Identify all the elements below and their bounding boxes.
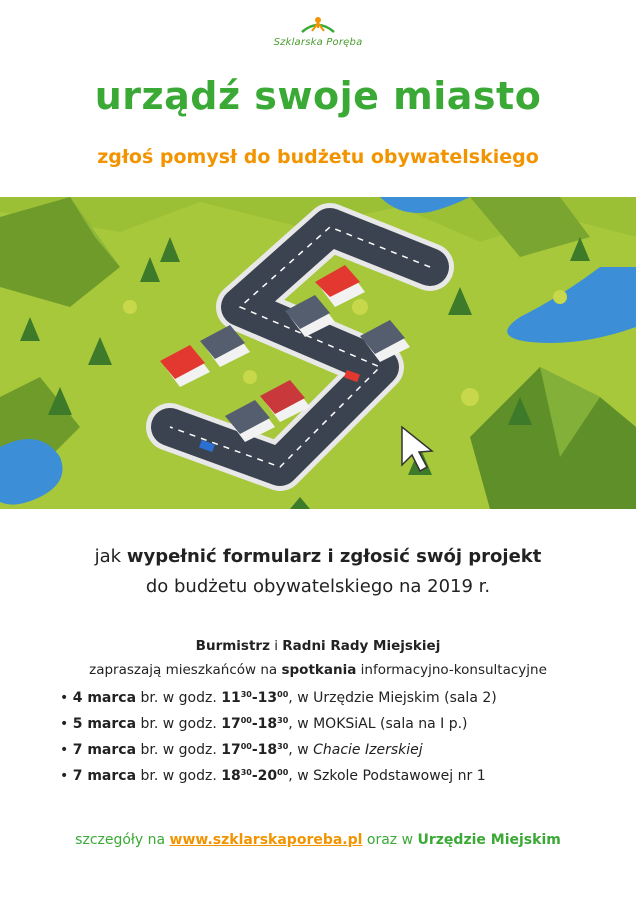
website-link[interactable]: www.szklarskaporeba.pl [169, 832, 363, 848]
footer-org: Urzędzie Miejskim [417, 832, 561, 848]
meeting-item: • 5 marca br. w godz. $17^{00}-18^{30}$, w MOKSiAL (sala na I p.) [60, 716, 468, 732]
footer: szczegóły na www.szklarskaporeba.pl oraz w Urzędzie Miejskim [75, 832, 561, 848]
meetings-list [60, 685, 620, 789]
howto-line-1-bold: wypełnić formularz i zgłosić swój projekt [126, 546, 542, 567]
city-illustration [0, 197, 636, 509]
page-title: urządź swoje miasto [94, 74, 542, 118]
howto-line-1: jak wypełnić formularz i zgłosić swój projekt [94, 546, 542, 567]
howto-text [0, 542, 636, 602]
logo-text: Szklarska Poręba [273, 37, 363, 48]
logo [0, 14, 636, 48]
meeting-item: • 7 marca br. w godz. $17^{00}-18^{30}$, w Chacie Izerskiej [60, 742, 423, 758]
howto-line-2: do budżetu obywatelskiego na 2019 r. [145, 576, 491, 597]
meeting-item: • 4 marca br. w godz. $11^{30}-13^{00}$, w Urzędzie Miejskim (sala 2) [60, 690, 497, 706]
logo-figure-icon [298, 14, 338, 36]
invite-line-2: zapraszają mieszkańców na spotkania informacyjno-konsultacyjne [89, 662, 547, 678]
invite-hosts: Burmistrz i Radni Rady Miejskiej [195, 638, 441, 654]
meeting-item: • 7 marca br. w godz. $18^{30}-20^{00}$, w Szkole Podstawowej nr 1 [60, 768, 486, 784]
page-subtitle: zgłoś pomysł do budżetu obywatelskiego [97, 146, 539, 168]
invite-text [0, 634, 636, 682]
